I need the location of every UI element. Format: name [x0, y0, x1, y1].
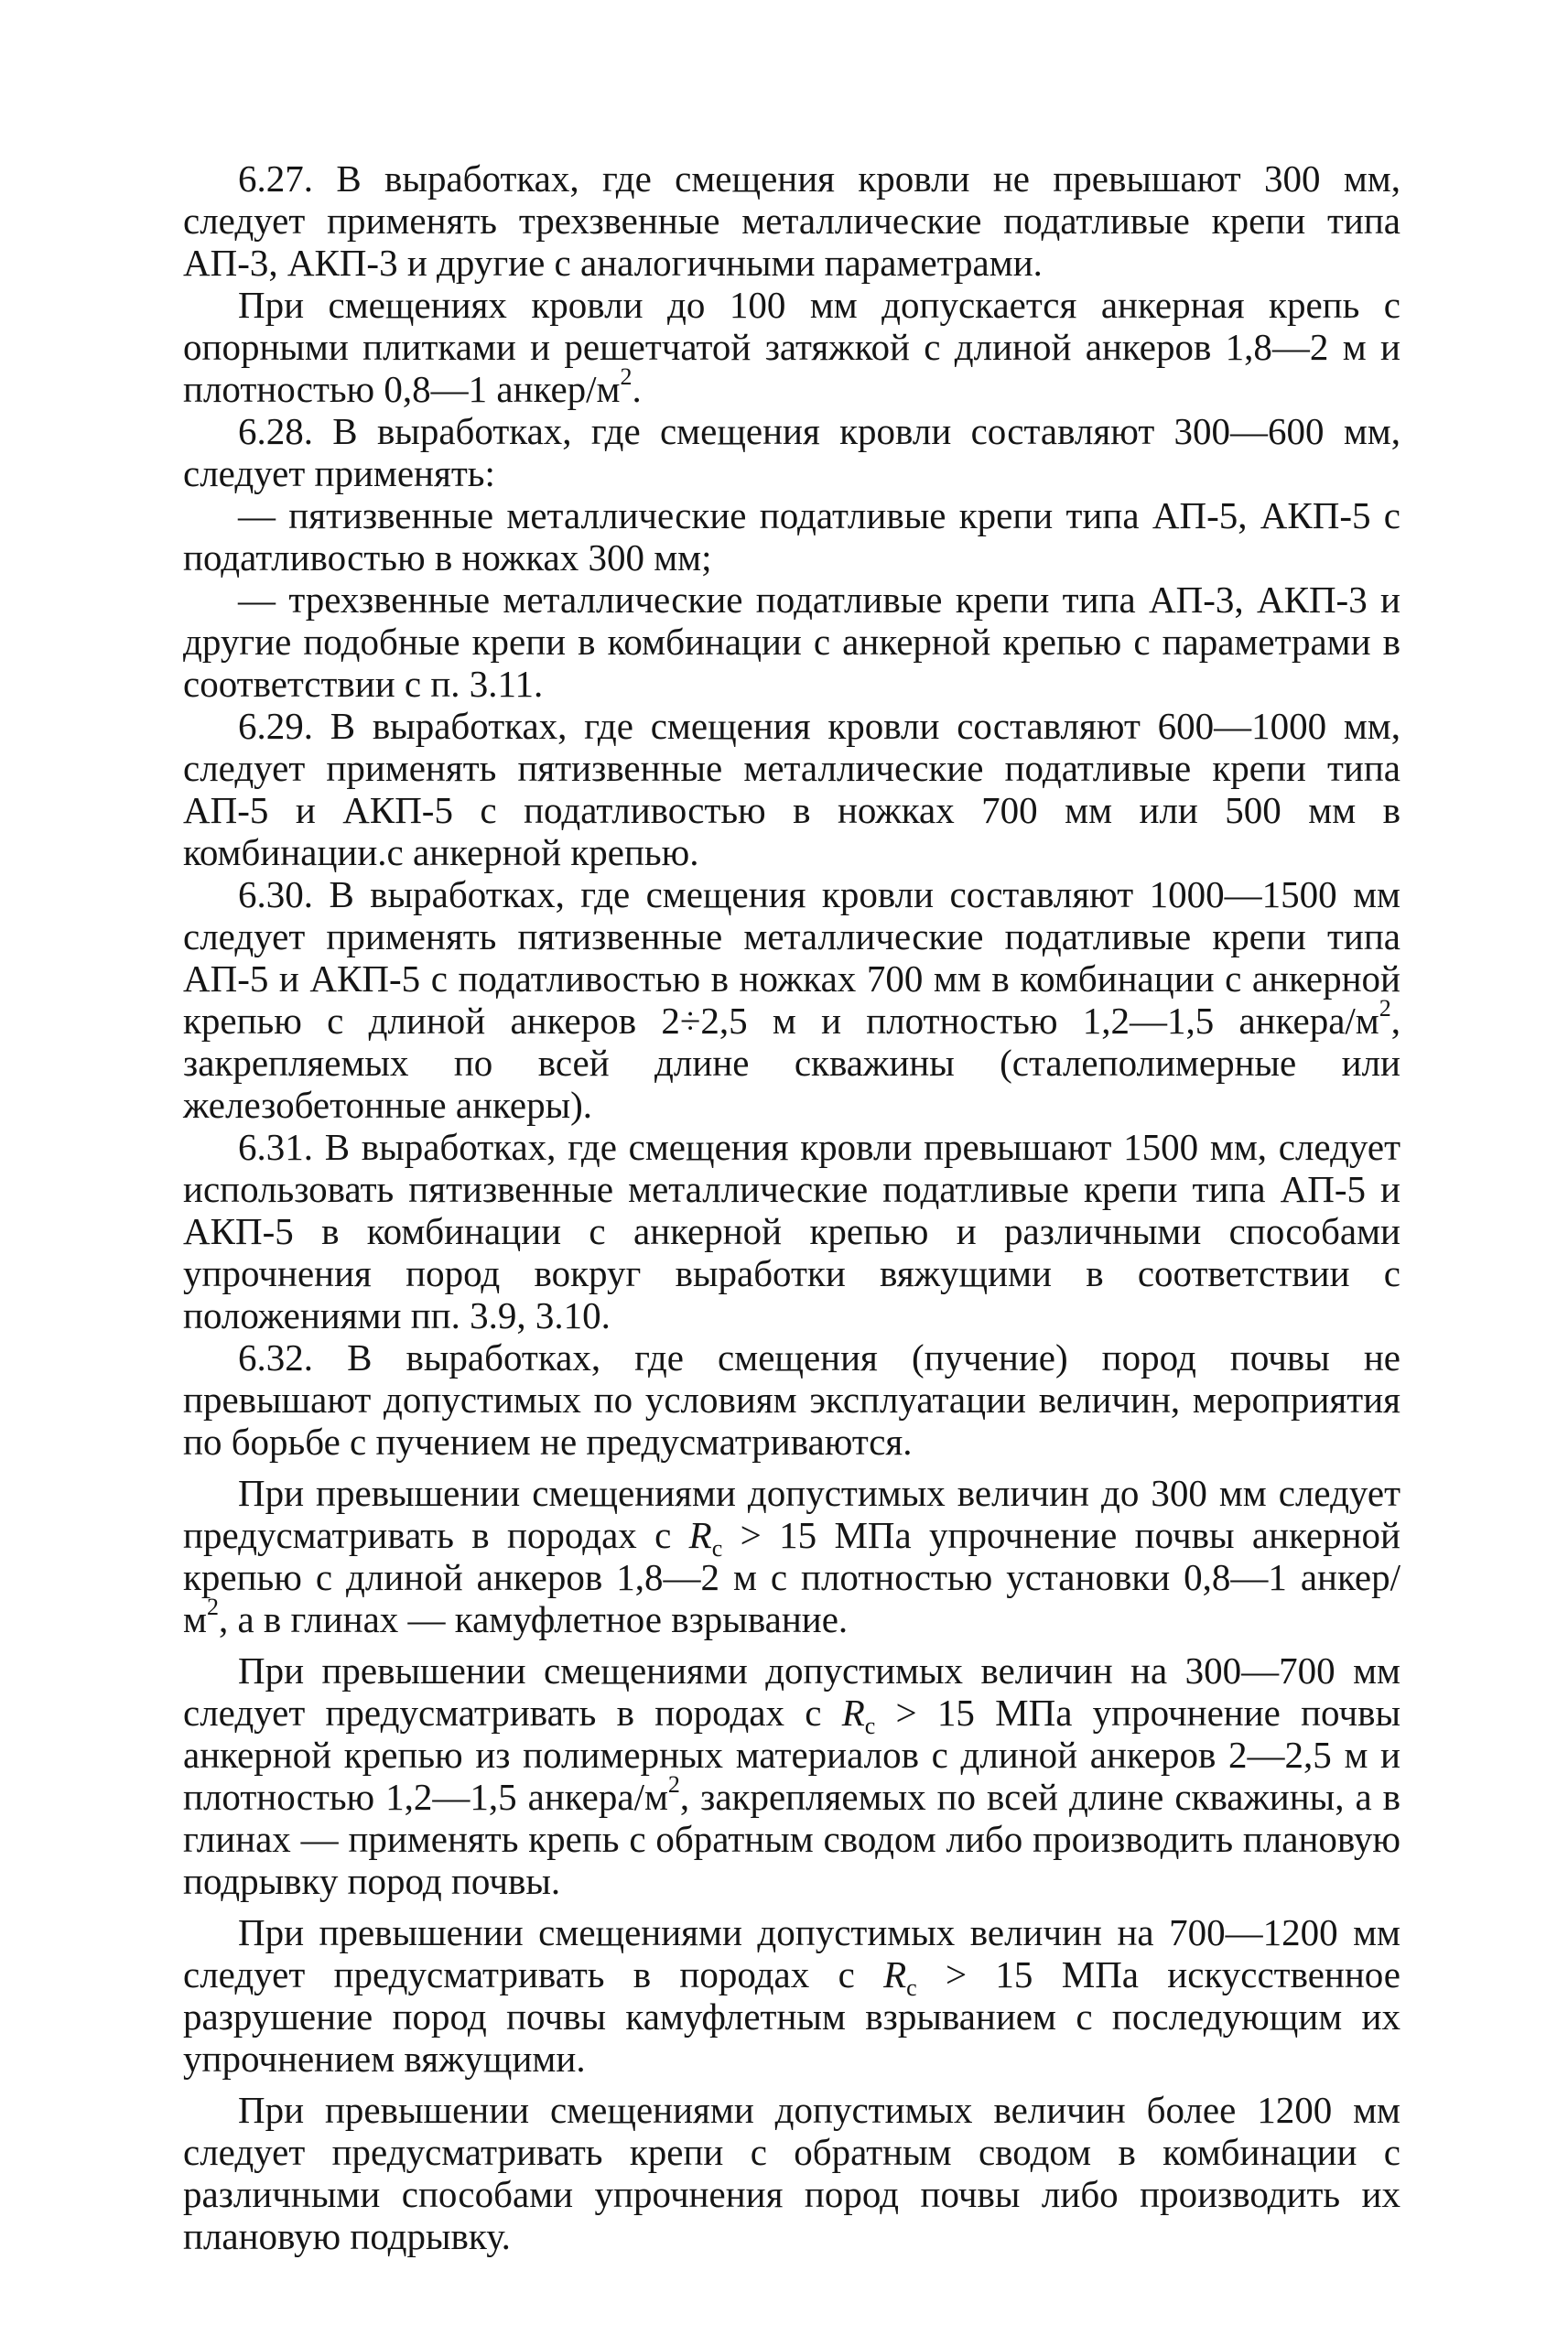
text-run: — трехзвенные металлические податливые крепи типа АП-3, АКП-3 и другие подобные крепи в комбинации с анкерной крепью с параметрами в соответствии с п. 3.11. — [183, 579, 1400, 705]
paragraph-6-32-over-1200 — [183, 2089, 1400, 2257]
text-run: , закрепляемых по всей длине скважины (сталеполимерные или железобетонные анкеры). — [183, 1000, 1400, 1126]
text-run: 6.27. В выработках, где смещения кровли не превышают 300 мм, следует применять трехзвенные металлические податливые крепи типа АП-3, АКП-3 и другие с аналогичными параметрами. — [183, 157, 1400, 284]
text-sub: с — [711, 1535, 723, 1563]
text-run: При превышении смещениями допустимых величин более 1200 мм следует предусматривать крепи с обратным сводом в комбинации с различными способами упрочнения пород почвы либо производить их плановую подрывку. — [183, 2089, 1400, 2257]
text-run: > 15 МПа упрочнение почвы анкерной крепью из полимерных материалов с длиной анкеров 2—2,5 м и плотностью 1,2—1,5 анкера/м — [183, 1692, 1400, 1818]
text-sub: с — [906, 1974, 917, 2002]
text-run: 6.29. В выработках, где смещения кровли составляют 600—1000 мм, следует применять пятизвенные металлические податливые крепи типа АП-5 и АКП-5 с податливостью в ножках 700 мм или 500 мм в комбинации.с анкерной крепью. — [183, 705, 1400, 873]
paragraph-6-31 — [183, 1126, 1400, 1336]
text-run: При превышении смещениями допустимых величин на 300—700 мм следует предусматривать в породах с — [183, 1649, 1400, 1734]
paragraph-6-30 — [183, 873, 1400, 1126]
paragraph-6-32-300 — [183, 1472, 1400, 1640]
text-run: , закрепляемых по всей длине скважины, а в глинах — применять крепь с обратным сводом либо производить плановую подрывку пород почвы. — [183, 1776, 1400, 1902]
text-run: 6.28. В выработках, где смещения кровли составляют 300—600 мм, следует применять: — [183, 410, 1400, 494]
text-sup: 2 — [206, 1594, 219, 1621]
paragraph-6-28-item-1 — [183, 494, 1400, 579]
text-run: При смещениях кровли до 100 мм допускается анкерная крепь с опорными плитками и решетчатой затяжкой с длиной анкеров 1,8—2 м и плотностью 0,8—1 анкер/м — [183, 284, 1400, 410]
paragraph-6-32-700 — [183, 1649, 1400, 1902]
text-run: , а в глинах — камуфлетное взрывание. — [218, 1598, 849, 1640]
paragraph-6-32-1200 — [183, 1911, 1400, 2080]
text-i: R — [841, 1692, 865, 1734]
paragraph-6-27-anchor — [183, 284, 1400, 410]
document-page — [183, 157, 1400, 2257]
text-run: > 15 МПа упрочнение почвы анкерной крепью с длиной анкеров 1,8—2 м с плотностью установки 0,8—1 анкер/м — [183, 1514, 1400, 1640]
text-run: — пятизвенные металлические податливые крепи типа АП-5, АКП-5 с податливостью в ножках 300 мм; — [183, 494, 1400, 579]
paragraph-6-27 — [183, 157, 1400, 284]
text-sub: с — [864, 1713, 876, 1740]
text-i: R — [883, 1953, 907, 1995]
text-sup: 2 — [667, 1771, 680, 1799]
text-run: При превышении смещениями допустимых величин на 700—1200 мм следует предусматривать в породах с — [183, 1911, 1400, 1995]
paragraph-6-32 — [183, 1336, 1400, 1463]
text-run: 6.32. В выработках, где смещения (пучение) пород почвы не превышают допустимых по условиям эксплуатации величин, мероприятия по борьбе с пучением не предусматриваются. — [183, 1336, 1400, 1463]
text-run: . — [632, 368, 642, 410]
text-run: 6.31. В выработках, где смещения кровли превышают 1500 мм, следует использовать пятизвенные металлические податливые крепи типа АП-5 и АКП-5 в комбинации с анкерной крепью и различными способами упрочнения пород вокруг выработки вяжущими в соответствии с положениями пп. 3.9, 3.10. — [183, 1126, 1400, 1336]
text-sup: 2 — [1379, 995, 1391, 1022]
paragraph-6-29 — [183, 705, 1400, 873]
paragraph-6-28 — [183, 410, 1400, 494]
text-run: > 15 МПа искусственное разрушение пород почвы камуфлетным взрыванием с последующим их упрочнением вяжущими. — [183, 1953, 1400, 2080]
text-i: R — [688, 1514, 712, 1556]
text-sup: 2 — [620, 363, 633, 391]
paragraph-6-28-item-2 — [183, 579, 1400, 705]
text-run: При превышении смещениями допустимых величин до 300 мм следует предусматривать в породах с — [183, 1472, 1400, 1556]
text-run: 6.30. В выработках, где смещения кровли составляют 1000—1500 мм следует применять пятизвенные металлические податливые крепи типа АП-5 и АКП-5 с податливостью в ножках 700 мм в комбинации с анкерной крепью с длиной анкеров 2÷2,5 м и плотностью 1,2—1,5 анкера/м — [183, 873, 1400, 1042]
